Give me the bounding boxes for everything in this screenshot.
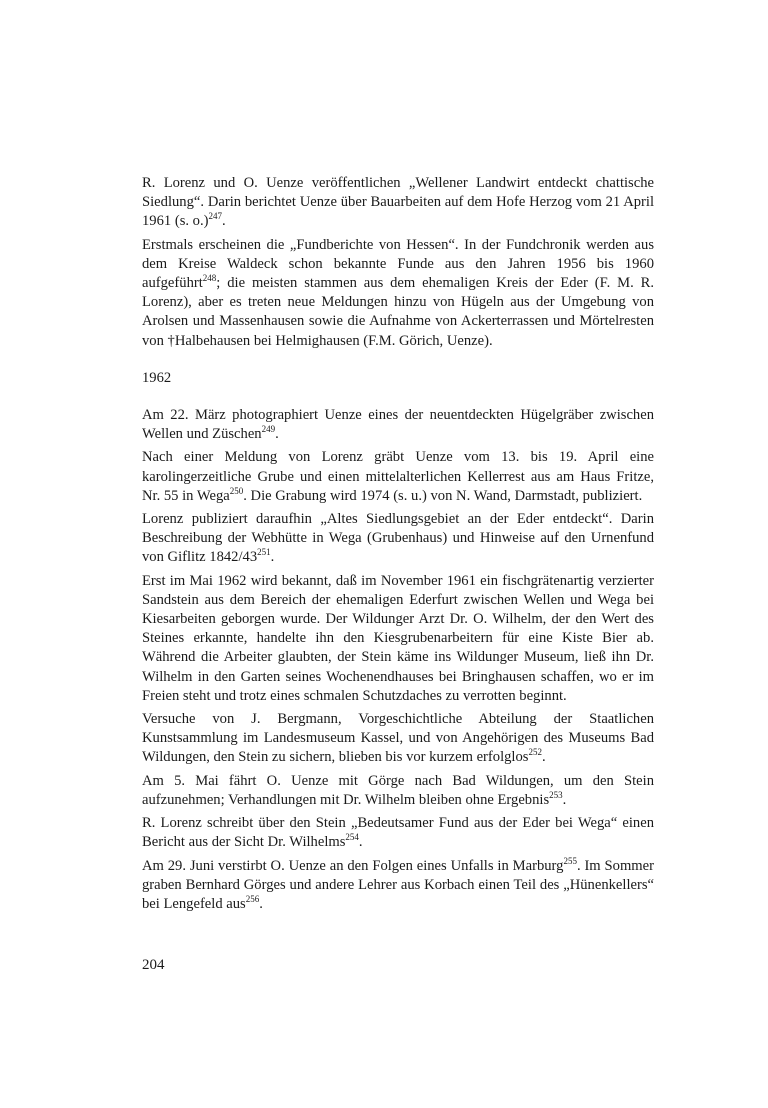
footnote-ref: 249 (261, 424, 276, 435)
footnote-ref: 254 (345, 832, 359, 843)
paragraph: Versuche von J. Bergmann, Vorgeschichtliche Abteilung der Staatlichen Kunstsammlung im Landesmuseum Kassel, und von Angehörigen des Museums Bad Wildungen, den Stein zu sichern, blieben bis vor kurzem erfolglos$^{252}$. (142, 711, 654, 766)
footnote-ref: 253 (549, 790, 563, 801)
paragraph: Nach einer Meldung von Lorenz gräbt Uenze vom 13. bis 19. April eine karolingerzeitliche Grube und einen mittelalterlichen Kellerrest aus am Haus Fritze, Nr. 55 in Wega$^{250}$. Die Grabung wird 1974 (s. u.) von N. Wand, Darmstadt, publiziert. (142, 449, 654, 504)
paragraph: Am 29. Juni verstirbt O. Uenze an den Folgen eines Unfalls in Marburg$^{255}$. Im Sommer graben Bernhard Görges und andere Lehrer aus Korbach einen Teil des „Hünenkellers“ bei Lengefeld aus$^{256}$. (142, 855, 654, 912)
footnote-ref: 255 (563, 855, 577, 866)
body-text (142, 174, 654, 918)
paragraph: Am 22. März photographiert Uenze eines der neuentdeckten Hügelgräber zwischen Wellen und Züschen$^{249}$. (142, 407, 654, 443)
footnote-ref: 250 (229, 485, 244, 496)
footnote-ref: 247 (208, 211, 222, 222)
paragraph: Lorenz publiziert daraufhin „Altes Siedlungsgebiet an der Eder entdeckt“. Darin Beschreibung der Webhütte in Wega (Grubenhaus) und Hinweise auf den Urnenfund von Giflitz $1842/43^{251}$. (142, 511, 654, 566)
paragraph: Erstmals erscheinen die „Fundberichte von Hessen“. In der Fundchronik werden aus dem Kreise Waldeck schon bekannte Funde aus den Jahren 1956 bis 1960 aufgeführt$^{248}$; die meisten stammen aus dem ehemaligen Kreis der Eder (F. M. R. Lorenz), aber es treten neue Meldungen hinzu von Hügeln aus der Umgebung von Arolsen und Massenhausen sowie die Aufnahme von Ackerterrassen und Mörtelresten von †Halbehausen bei Helmighausen (F.M. Görich, Uenze). (142, 236, 654, 349)
year-heading: 1962 (142, 369, 172, 386)
paragraph: Erst im Mai 1962 wird bekannt, daß im November 1961 ein fischgrätenartig verzierter Sandstein aus dem Bereich der ehemaligen Ederfurt zwischen Wellen und Wega bei Kiesarbeiten geborgen wurde. Der Wildunger Arzt Dr. O. Wilhelm, der den Wert des Steines erkannte, handelte ihn den Kiesgrubenarbeitern für eine Kiste Bier ab. Während die Arbeiter glaubten, der Stein käme ins Wildunger Museum, ließ ihn Dr. Wilhelm in den Garten seines Wochenendhauses bei Bringhausen schaffen, wo er im Freien steht und trotz eines schmalen Schutzdaches zu verrotten beginnt. (142, 572, 654, 704)
footnote-ref: 252 (528, 747, 542, 758)
paragraph: R. Lorenz schreibt über den Stein „Bedeutsamer Fund aus der Eder bei Wega“ einen Bericht aus der Sicht Dr. Wilhelms$^{254}$. (142, 815, 654, 851)
footnote-ref: 248 (202, 273, 217, 284)
paragraph: Am 5. Mai fährt O. Uenze mit Görge nach Bad Wildungen, um den Stein aufzunehmen; Verhandlungen mit Dr. Wilhelm bleiben ohne Ergebnis$^{253}$. (142, 772, 654, 808)
footnote-ref: 256 (245, 894, 260, 905)
page-number: 204 (142, 957, 165, 973)
paragraph: R. Lorenz und O. Uenze veröffentlichen „Wellener Landwirt entdeckt chattische Siedlung“. Darin berichtet Uenze über Bauarbeiten auf dem Hofe Herzog vom 21 April 1961 (s. o.)$^{247}$. (142, 175, 654, 230)
footnote-ref: 251 (257, 547, 271, 558)
